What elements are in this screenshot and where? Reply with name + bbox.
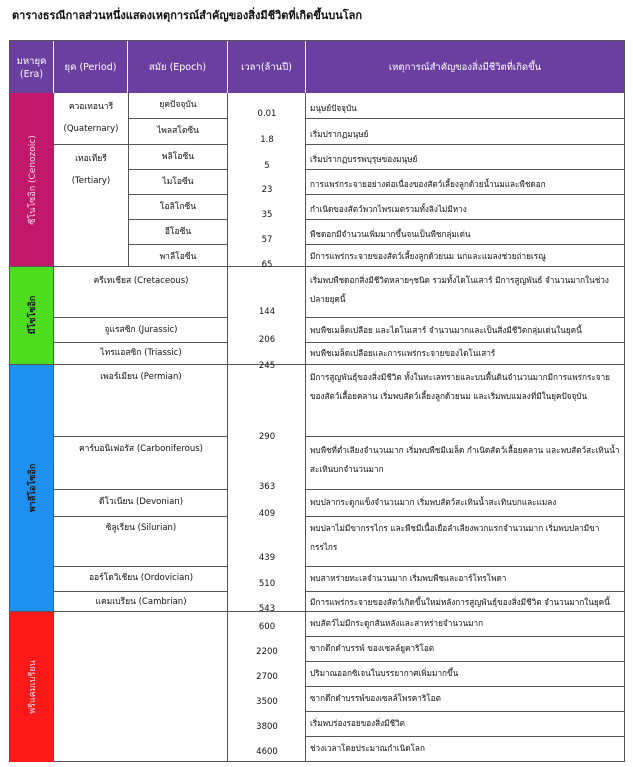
epoch-pleistocene: ไพลสโตซีน xyxy=(157,126,199,136)
event-text: มนุษย์ปัจจุบัน xyxy=(310,103,357,113)
event-text: กำเนิดของสัตว์พวกไพรเมตรวมทั้งลิงไม่มีหาง xyxy=(310,204,467,214)
time-value: 3500 xyxy=(256,697,278,707)
header-epoch: สมัย (Epoch) xyxy=(128,41,228,93)
time-value: 65 xyxy=(261,260,273,270)
epoch-miocene: ไมโอซีน xyxy=(162,177,194,187)
period-cretaceous: ครีเทเชียส (Cretaceous) xyxy=(93,276,189,286)
time-value: 409 xyxy=(258,509,276,519)
event-text: เริ่มพบพืชดอกสิ่งมีชีวิตหลายๆชนิด รวมทั้งไดโนเสาร์ มีการสูญพันธ์ จำนวนมากในช่วงปลายยุคนี้ xyxy=(310,275,609,304)
time-value: 245 xyxy=(258,361,276,371)
time-value: 363 xyxy=(258,482,276,492)
epoch-paleocene: พาลีโอซีน xyxy=(159,252,197,262)
time-value: 0.01 xyxy=(257,109,277,119)
epoch-pliocene: พลิโอซีน xyxy=(161,152,195,162)
period-ordovician: ออร์โดวิเชียน (Ordovician) xyxy=(88,573,194,583)
period-devonian: ดีโวเนียน (Devonian) xyxy=(98,497,184,507)
time-value: 1.8 xyxy=(260,135,274,145)
header-period: ยุค (Period) xyxy=(54,41,128,93)
era-paleozoic: พาลีโอโซอิก xyxy=(10,364,54,611)
time-value: 57 xyxy=(261,235,273,245)
event-text: มีการสูญพันธุ์ของสิ่งมีชีวิต ทั้งในทะเลทรายและบนพื้นดินจำนวนมากมีการแพร่กระจายของสัตว์เลื้อยคลาน เริ่มพบสัตว์เลี้ยงลูกด้วยนม และเริ่มพบแมลงที่มีในยุคปัจจุบัน xyxy=(310,372,610,401)
time-value: 3800 xyxy=(256,722,278,732)
era-precambrian: พรีแคมเบรียน xyxy=(10,611,54,762)
period-quaternary: ควอเทอนารี (Quaternary) xyxy=(63,102,119,134)
time-value: 600 xyxy=(258,622,276,632)
event-text: พบพืชที่ต่ำเลียงจำนวนมาก เริ่มพบพืชมีเมล็ด กำเนิดสัตว์เลื้อยคลาน และพบสัตว์สะเทินน้ำสะเทินบกจำนวนมาก xyxy=(310,445,620,474)
event-text: พบปลากระดูกแข็งจำนวนมาก เริ่มพบสัตว์สะเทินน้ำสะเทินบกและแมลง xyxy=(310,497,557,507)
header-era: มหายุค (Era) xyxy=(10,41,54,93)
event-text: เริ่มปรากฏมนุษย์ xyxy=(310,129,369,139)
period-triassic: ไทรแอสซิก (Triassic) xyxy=(100,348,182,358)
event-text: เริ่มพบร่องรอยของสิ่งมีชีวิต xyxy=(310,718,405,728)
event-text: ปริมาณออกซิเจนในบรรยากาศเพิ่มมากขึ้น xyxy=(310,668,459,678)
time-value: 206 xyxy=(258,335,276,345)
geologic-time-table xyxy=(9,40,625,762)
time-value: 290 xyxy=(258,432,276,442)
time-value: 35 xyxy=(261,210,273,220)
era-mesozoic: มีโซโซอิก xyxy=(10,266,54,364)
time-value: 543 xyxy=(258,604,276,614)
event-text: พบพืชเมล็ดเปลือย และไดโนเสาร์ จำนวนมากและเป็นสิ่งมีชีวิตกลุ่มเด่นในยุคนี้ xyxy=(310,325,582,335)
time-value: 510 xyxy=(258,579,276,589)
event-text: พบปลาไม่มีขากรรไกร และพืชมีเนื้อเยื่อลำเลียงพวกแรกจำนวนมาก เริ่มพบปลามีขากรรไกร xyxy=(310,523,600,552)
header-time: เวลา(ล้านปี) xyxy=(228,41,306,93)
event-text: พืชดอกมีจำนวนเพิ่มมากขึ้นจนเป็นพืชกลุ่มเด่น xyxy=(310,229,471,239)
event-text: ซากดึกดำบรรพ์ของเซลล์โพรคาริโอต xyxy=(310,693,441,703)
event-text: เริ่มปรากฏบรรพบุรุษของมนุษย์ xyxy=(310,154,418,164)
event-text: มีการแพร่กระจายของสัตว์เลี้ยงลูกด้วยนม นกและแมลงช่วยถ่ายเรณู xyxy=(310,251,546,261)
event-text: พบสัตว์ไม่มีกระดูกสันหลังและสาหร่ายจำนวนมาก xyxy=(310,618,484,628)
time-value: 439 xyxy=(258,553,276,563)
time-value: 2200 xyxy=(256,647,278,657)
event-text: พบสาหร่ายทะเลจำนวนมาก เริ่มพบพืชและอาร์โทรโพดา xyxy=(310,573,507,583)
period-cambrian: แคมเบรียน (Cambrian) xyxy=(95,597,187,607)
period-carboniferous: คาร์บอนิเฟอรัส (Carboniferous) xyxy=(79,444,203,454)
period-silurian: ซิลูเรียน (Silurian) xyxy=(105,523,177,533)
time-value: 5 xyxy=(264,161,270,171)
period-permian: เพอร์เมียน (Permian) xyxy=(100,372,182,382)
period-tertiary: เทอเทียรี (Tertiary) xyxy=(71,154,111,186)
epoch-eocene: อีโอซีน xyxy=(164,227,192,237)
page-title: ตารางธรณีกาลส่วนหนึ่งแสดงเหตุการณ์สำคัญของสิ่งมีชีวิตที่เกิดขึ้นบนโลก xyxy=(12,9,363,22)
event-text: ซากดึกดำบรรพ์ ของเซลล์ยูคาริโอต xyxy=(310,643,435,653)
time-value: 23 xyxy=(261,185,273,195)
header-event: เหตุการณ์สำคัญของสิ่งมีชีวิตที่เกิดขึ้น xyxy=(306,41,624,93)
event-text: มีการแพร่กระจายของสัตว์เกิดขึ้นใหม่หลังการสูญพันธุ์ของสิ่งมีชีวิต จำนวนมากในยุคนี้ xyxy=(310,597,610,607)
event-text: การแพร่กระจายอย่างต่อเนื่องของสัตว์เลี้ยงลูกด้วยน้ำนมและพืชดอก xyxy=(310,179,546,189)
period-jurassic: จูแรสซิก (Jurassic) xyxy=(104,325,178,335)
epoch-holocene: ยุคปัจจุบัน xyxy=(159,100,197,110)
time-value: 2700 xyxy=(256,672,278,682)
event-text: พบพืชเมล็ดเปลือยและการแพร่กระจายของไดโนเสาร์ xyxy=(310,348,496,358)
epoch-oligocene: โอลิโกซีน xyxy=(159,202,197,212)
event-text: ช่วงเวลาโดยประมาณกำเนิดโลก xyxy=(310,743,425,753)
era-cenozoic: ซีโนโซอิก (Cenozoic) xyxy=(10,93,54,266)
time-value: 144 xyxy=(258,307,276,317)
time-value: 4600 xyxy=(256,747,278,757)
